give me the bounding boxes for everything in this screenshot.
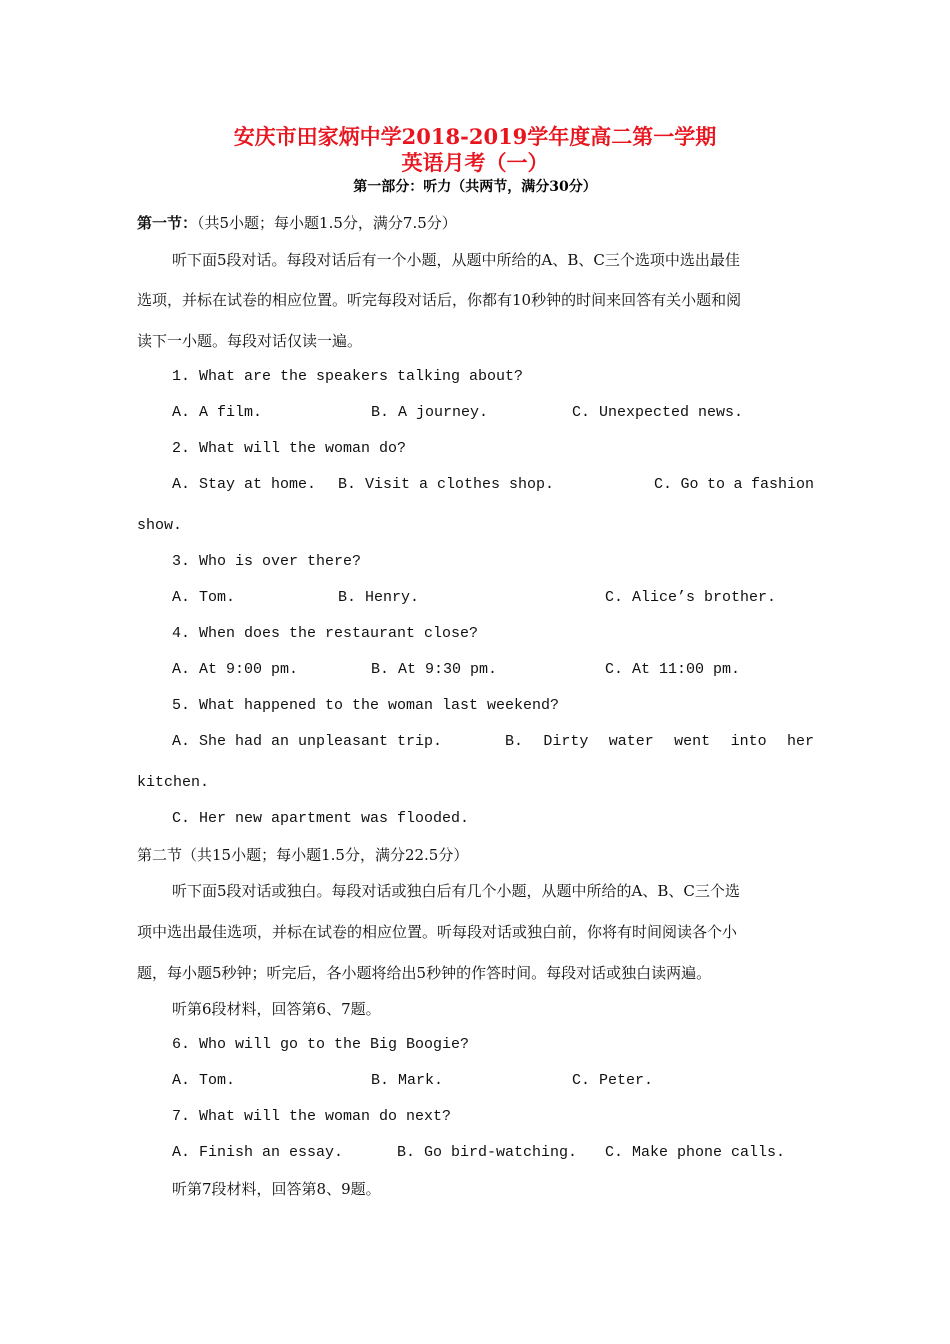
question-5-option-b-word: water — [608, 733, 654, 750]
section1-instruction-line3: 读下一小题。每段对话仅读一遍。 — [137, 332, 363, 350]
question-6-option-c: C. Peter. — [572, 1072, 654, 1089]
question-2-option-b: B. Visit a clothes shop. — [338, 476, 555, 493]
question-3-option-a: A. Tom. — [172, 589, 236, 606]
question-1-option-b: B. A journey. — [371, 404, 489, 421]
section1-instruction-line2: 选项，并标在试卷的相应位置。听完每段对话后，你都有10秒钟的时间来回答有关小题和阅 — [137, 291, 742, 309]
section1-heading — [137, 213, 457, 233]
question-7-stem: 7. What will the woman do next? — [172, 1108, 452, 1125]
section1-instruction-line1: 听下面5段对话。每段对话后有一个小题，从题中所给的A、B、C三个选项中选出最佳 — [172, 251, 740, 269]
material-7-heading: 听第7段材料，回答第8、9题。 — [172, 1180, 381, 1198]
question-2-stem: 2. What will the woman do? — [172, 440, 407, 457]
question-2-option-c-word: C. — [654, 476, 673, 493]
question-2-option-c-continuation: show. — [137, 517, 183, 534]
question-1-stem: 1. What are the speakers talking about? — [172, 368, 524, 385]
question-5-option-b-continuation: kitchen. — [137, 774, 210, 791]
question-5-option-c: C. Her new apartment was flooded. — [172, 810, 470, 827]
question-3-option-b: B. Henry. — [338, 589, 420, 606]
part-heading: 第一部分：听力（共两节，满分30分） — [353, 179, 597, 195]
question-6-option-b: B. Mark. — [371, 1072, 444, 1089]
question-4-option-a: A. At 9:00 pm. — [172, 661, 299, 678]
question-2-option-c-word: to — [706, 476, 725, 493]
question-6-option-a: A. Tom. — [172, 1072, 236, 1089]
question-5-option-b-word: into — [730, 733, 767, 750]
question-5-option-b-word: her — [786, 733, 814, 750]
section1-heading-detail: （共5小题；每小题1.5分，满分7.5分） — [197, 214, 457, 232]
question-1-option-a: A. A film. — [172, 404, 263, 421]
question-5-option-b — [505, 732, 814, 752]
exam-title-line2: 英语月考（一） — [401, 150, 549, 175]
question-2-option-a: A. Stay at home. — [172, 476, 317, 493]
question-7-option-b: B. Go bird-watching. — [397, 1144, 578, 1161]
section1-heading-label: 第一节： — [137, 214, 198, 232]
section2-instruction-line2: 项中选出最佳选项，并标在试卷的相应位置。听每段对话或独白前，你将有时间阅读各个小 — [137, 923, 738, 941]
question-5-stem: 5. What happened to the woman last weekend? — [172, 697, 560, 714]
exam-title-line1: 安庆市田家炳中学2018-2019学年度高二第一学期 — [233, 124, 717, 149]
section2-instruction-line3: 题，每小题5秒钟；听完后，各小题将给出5秒钟的作答时间。每段对话或独白读两遍。 — [137, 964, 712, 982]
question-5-option-b-word: Dirty — [543, 733, 589, 750]
question-5-option-b-word: went — [674, 733, 711, 750]
section2-instruction-line1: 听下面5段对话或独白。每段对话或独白后有几个小题，从题中所给的A、B、C三个选 — [172, 882, 740, 900]
question-2-option-c-word: a — [733, 476, 743, 493]
question-7-option-a: A. Finish an essay. — [172, 1144, 344, 1161]
section2-heading: 第二节（共15小题；每小题1.5分，满分22.5分） — [137, 846, 469, 864]
question-7-option-c: C. Make phone calls. — [605, 1144, 786, 1161]
question-2-option-c-word: Go — [680, 476, 699, 493]
question-4-option-c: C. At 11:00 pm. — [605, 661, 741, 678]
question-3-option-c: C. Alice’s brother. — [605, 589, 777, 606]
question-3-stem: 3. Who is over there? — [172, 553, 362, 570]
question-4-option-b: B. At 9:30 pm. — [371, 661, 498, 678]
question-5-option-b-word: B. — [505, 733, 524, 750]
question-5-option-a: A. She had an unpleasant trip. — [172, 733, 443, 750]
material-6-heading: 听第6段材料，回答第6、7题。 — [172, 1000, 381, 1018]
question-6-stem: 6. Who will go to the Big Boogie? — [172, 1036, 470, 1053]
question-1-option-c: C. Unexpected news. — [572, 404, 744, 421]
question-4-stem: 4. When does the restaurant close? — [172, 625, 479, 642]
question-2-option-c-word: fashion — [750, 476, 814, 493]
question-2-option-c — [654, 475, 814, 495]
